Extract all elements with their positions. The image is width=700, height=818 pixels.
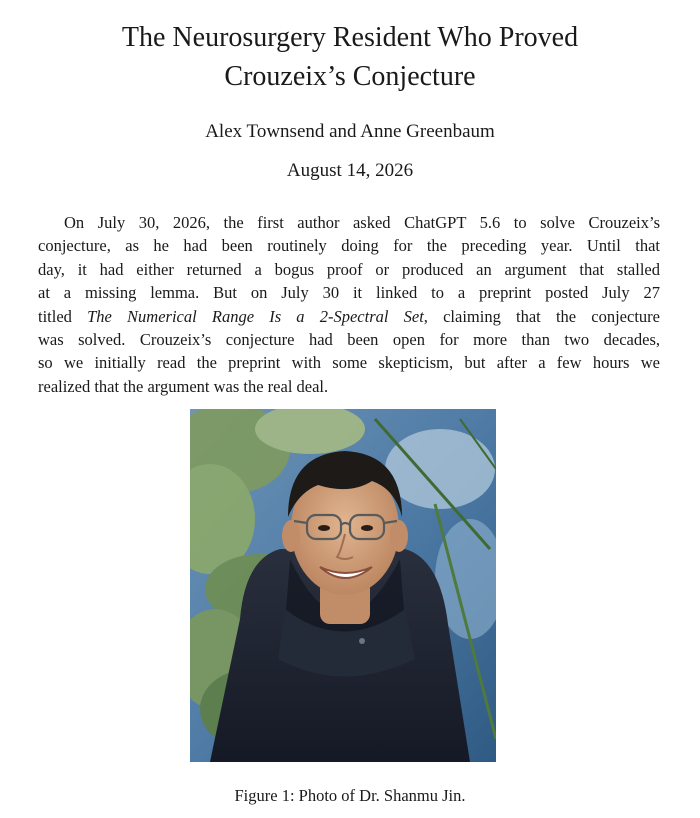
abstract-line: On July 30, 2026, the first author asked ChatGPT 5.6 to solve Crouzeix’s: [64, 213, 660, 232]
cited-preprint-title: The Numerical Range Is a 2-Spectral Set: [87, 306, 424, 326]
publication-date: August 14, 2026: [286, 160, 414, 181]
portrait-illustration: [190, 409, 496, 762]
abstract-line: was solved. Crouzeix’s conjecture had been open for more than two decades,: [38, 330, 660, 350]
abstract-line: at a missing lemma. But on July 30 it linked to a preprint posted July 27: [38, 283, 660, 303]
abstract-line-with-title: [38, 305, 660, 328]
abstract-line-5-tail: , claiming that the conjecture: [423, 306, 660, 326]
abstract-line: so we initially read the preprint with some skepticism, but after a few hours we: [38, 353, 660, 373]
abstract-paragraph: [38, 211, 660, 398]
title-line-2: Crouzeix’s Conjecture: [224, 61, 476, 92]
abstract-line-5-head: titled: [38, 306, 88, 326]
paper-title: [60, 18, 640, 96]
figure-caption: Figure 1: Photo of Dr. Shanmu Jin.: [234, 786, 466, 805]
title-line-1: The Neurosurgery Resident Who Proved: [121, 22, 579, 53]
figure-photo: [190, 409, 496, 762]
abstract-line: realized that the argument was the real deal.: [38, 376, 329, 396]
abstract-line: day, it had either returned a bogus proof or produced an argument that stalled: [38, 259, 660, 279]
abstract-line: conjecture, as he had been routinely doing for the preceding year. Until that: [38, 236, 660, 256]
author-list: Alex Townsend and Anne Greenbaum: [205, 121, 495, 142]
